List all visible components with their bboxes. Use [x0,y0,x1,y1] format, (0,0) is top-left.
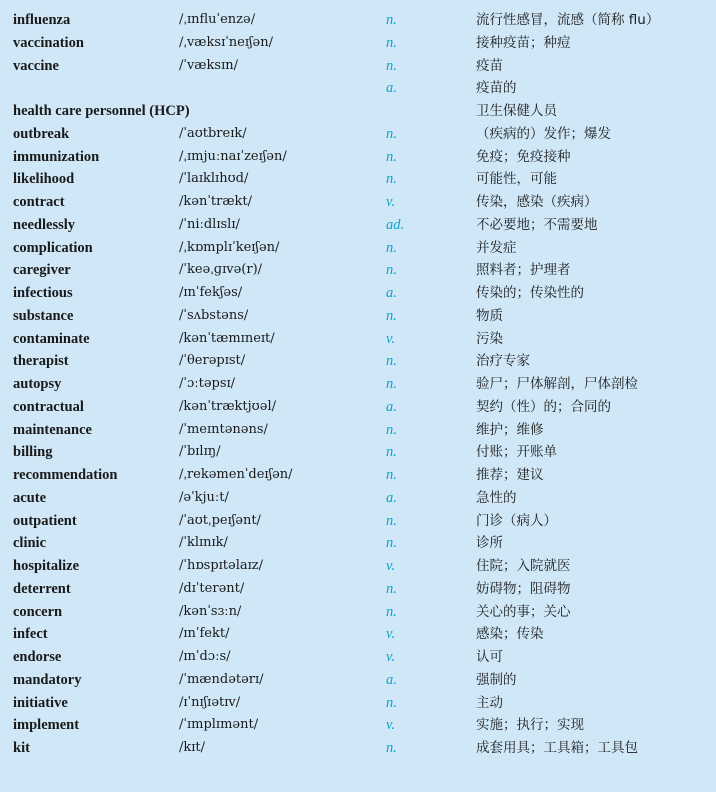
vocab-meaning: 感染；传染 [476,626,544,643]
vocab-row [0,373,716,396]
vocab-meaning: 付账；开账单 [476,444,557,461]
vocab-word: immunization [13,148,100,165]
vocab-word: kit [13,740,30,756]
vocab-word: needlessly [13,216,76,233]
vocab-part-of-speech: n. [386,307,397,324]
vocab-meaning: 可能性，可能 [476,171,557,188]
vocab-meaning: 污染 [476,330,503,347]
vocab-part-of-speech: n. [386,12,397,28]
vocab-word: complication [13,239,93,256]
vocab-phonetic: /əˈkjuːt/ [179,489,229,505]
vocab-row [0,669,716,692]
vocab-row [0,123,716,146]
vocab-meaning: 成套用具；工具箱；工具包 [476,740,638,756]
vocab-meaning: 治疗专家 [476,353,530,370]
vocab-row [0,168,716,191]
vocab-part-of-speech: ad. [386,216,405,233]
vocab-phonetic: /ˈɔːtəpsɪ/ [179,376,236,391]
vocab-phonetic: /ɪnˈfekt/ [179,626,230,642]
vocab-row [0,396,716,419]
vocab-meaning: 物质 [476,307,503,324]
vocab-part-of-speech: n. [386,148,397,165]
vocab-part-of-speech: a. [386,285,397,301]
vocab-phonetic: /ˈvæksɪn/ [179,57,238,73]
vocab-phonetic: /ˌɪnfluˈenzə/ [179,12,256,27]
vocab-phonetic: /ɪnˈfekʃəs/ [179,285,243,300]
vocab-word: caregiver [13,262,71,279]
vocab-meaning: 照料者；护理者 [476,262,571,279]
vocab-meaning: 关心的事；关心 [476,603,571,620]
vocab-part-of-speech: n. [386,125,397,142]
vocab-row [0,191,716,214]
vocab-row [0,714,716,737]
vocab-part-of-speech: v. [386,649,395,665]
vocab-row [0,282,716,305]
vocab-phonetic: /ˌɪmjuːnaɪˈzeɪʃən/ [179,148,287,164]
vocab-part-of-speech: n. [386,694,397,711]
vocab-part-of-speech: n. [386,444,397,461]
vocab-phonetic: /ɪnˈdɔːs/ [179,649,231,664]
vocab-meaning: 接种疫苗；种痘 [476,34,571,51]
vocab-word: influenza [13,12,71,28]
vocab-word: health care personnel (HCP) [13,103,190,119]
vocab-meaning: 推荐；建议 [476,467,544,483]
vocab-meaning: 传染的；传染性的 [476,285,584,301]
vocab-part-of-speech: v. [386,194,395,210]
vocab-part-of-speech: a. [386,398,397,415]
vocab-meaning: 实施；执行；实现 [476,717,584,734]
vocab-row [0,441,716,464]
vocab-meaning: 契约（性）的；合同的 [476,398,611,415]
vocab-phonetic: /ˈklɪnɪk/ [179,535,228,551]
vocab-phonetic: /ˈmændətərɪ/ [179,671,264,687]
vocab-part-of-speech: n. [386,467,397,483]
vocab-part-of-speech: n. [386,740,397,756]
vocab-part-of-speech: n. [386,353,397,370]
vocab-row [0,532,716,555]
vocab-phonetic: /ˈlaɪklɪhʊd/ [179,171,249,187]
vocab-phonetic: /ɪˈnɪʃɪətɪv/ [179,694,241,710]
vocab-part-of-speech: n. [386,535,397,552]
vocab-word: initiative [13,694,68,711]
vocab-word: maintenance [13,421,92,438]
vocab-part-of-speech: v. [386,717,395,734]
vocab-part-of-speech: n. [386,603,397,620]
vocab-word: endorse [13,649,62,665]
vocab-phonetic: /ˌrekəmenˈdeɪʃən/ [179,467,293,482]
vocab-phonetic: /kənˈtræktjʊəl/ [179,398,276,414]
vocab-row [0,55,716,78]
vocab-word: hospitalize [13,558,80,574]
vocab-meaning: 疫苗的 [476,80,517,97]
vocab-part-of-speech: v. [386,626,395,643]
vocab-meaning: 门诊（病人） [476,512,557,529]
vocab-word: outbreak [13,125,70,142]
vocab-row [0,601,716,624]
vocab-row [0,692,716,715]
vocab-part-of-speech: n. [386,57,397,74]
vocab-word: mandatory [13,671,82,688]
vocab-phonetic: /ˈaʊtˌpeɪʃənt/ [179,512,261,528]
vocab-row [0,646,716,669]
vocab-phonetic: /kənˈtæmɪneɪt/ [179,330,275,346]
vocab-meaning: 主动 [476,694,503,711]
vocab-word: deterrent [13,580,71,597]
vocab-part-of-speech: n. [386,580,397,597]
vocab-row [0,214,716,237]
vocab-part-of-speech: n. [386,421,397,438]
vocab-meaning: 强制的 [476,671,517,688]
vocab-row [0,328,716,351]
vocab-word: vaccine [13,57,59,74]
vocab-part-of-speech: a. [386,80,397,97]
vocab-word: likelihood [13,171,75,188]
vocab-row [0,100,716,123]
vocab-row [0,510,716,533]
vocab-phonetic: /ˈaʊtbreɪk/ [179,125,247,141]
vocab-phonetic: /ˈɪmplɪmənt/ [179,717,259,733]
vocab-row [0,305,716,328]
vocab-word: concern [13,603,63,620]
vocab-meaning: 维护；维修 [476,421,544,438]
vocab-word: acute [13,489,47,506]
vocab-row [0,237,716,260]
vocab-phonetic: /ˈhɒspɪtəlaɪz/ [179,558,264,573]
vocab-meaning: （疾病的）发作；爆发 [476,125,611,142]
vocab-part-of-speech: n. [386,171,397,188]
vocab-phonetic: /kɪt/ [179,740,206,755]
vocab-meaning: 验尸；尸体解剖，尸体剖检 [476,376,638,392]
vocab-meaning: 疫苗 [476,57,503,74]
vocab-meaning: 诊所 [476,535,503,552]
vocab-word: contaminate [13,330,90,347]
vocab-word: implement [13,717,80,734]
vocab-row [0,555,716,578]
vocab-phonetic: /ˈθerəpɪst/ [179,353,246,369]
vocab-word: therapist [13,353,69,370]
vocab-row [0,578,716,601]
vocab-word: vaccination [13,34,84,51]
vocab-row [0,487,716,510]
vocab-row [0,464,716,487]
vocab-word: infectious [13,285,73,301]
vocab-word: contract [13,194,65,210]
vocab-part-of-speech: a. [386,671,397,688]
vocab-phonetic: /dɪˈterənt/ [179,580,245,596]
vocab-phonetic: /ˈniːdlɪslɪ/ [179,216,240,232]
vocab-part-of-speech: v. [386,558,395,574]
vocab-phonetic: /ˈmeɪntənəns/ [179,421,268,437]
vocab-phonetic: /kənˈsɜːn/ [179,603,242,619]
vocab-row [0,350,716,373]
vocab-word: infect [13,626,48,643]
vocab-meaning: 妨碍物；阻碍物 [476,580,571,597]
vocab-phonetic: /ˌvæksɪˈneɪʃən/ [179,34,273,50]
vocab-word: recommendation [13,467,118,483]
vocab-word: outpatient [13,512,77,529]
vocab-phonetic: /ˈsʌbstəns/ [179,307,249,323]
vocab-meaning: 住院；入院就医 [476,558,571,574]
vocab-phonetic: /ˈbɪlɪŋ/ [179,444,221,460]
vocab-part-of-speech: n. [386,34,397,51]
vocab-meaning: 认可 [476,649,503,665]
vocab-part-of-speech: n. [386,262,397,279]
vocab-meaning: 急性的 [476,489,517,506]
vocab-phonetic: /kənˈtrækt/ [179,194,253,209]
vocab-meaning: 卫生保健人员 [476,103,557,119]
vocab-row [0,623,716,646]
vocab-row [0,9,716,32]
vocab-meaning: 免疫；免疫接种 [476,148,571,165]
vocab-word: substance [13,307,74,324]
vocab-part-of-speech: n. [386,512,397,529]
vocab-meaning: 并发症 [476,239,517,256]
vocab-meaning: 流行性感冒，流感（简称 flu） [476,12,660,28]
vocab-meaning: 传染，感染（疾病） [476,194,598,210]
vocab-phonetic: /ˌkɒmplɪˈkeɪʃən/ [179,239,280,255]
vocab-meaning: 不必要地；不需要地 [476,216,598,233]
vocab-row [0,146,716,169]
vocab-word: billing [13,444,53,461]
vocab-word: clinic [13,535,47,552]
vocab-row [0,259,716,282]
vocab-row [0,419,716,442]
vocab-phonetic: /ˈkeəˌɡɪvə(r)/ [179,262,263,278]
vocab-row [0,77,716,100]
vocab-word: autopsy [13,376,62,392]
vocab-row [0,737,716,760]
vocab-part-of-speech: a. [386,489,397,506]
vocab-word: contractual [13,398,84,415]
vocab-part-of-speech: n. [386,376,397,392]
vocab-row [0,32,716,55]
vocab-part-of-speech: n. [386,239,397,256]
vocab-part-of-speech: v. [386,330,395,347]
